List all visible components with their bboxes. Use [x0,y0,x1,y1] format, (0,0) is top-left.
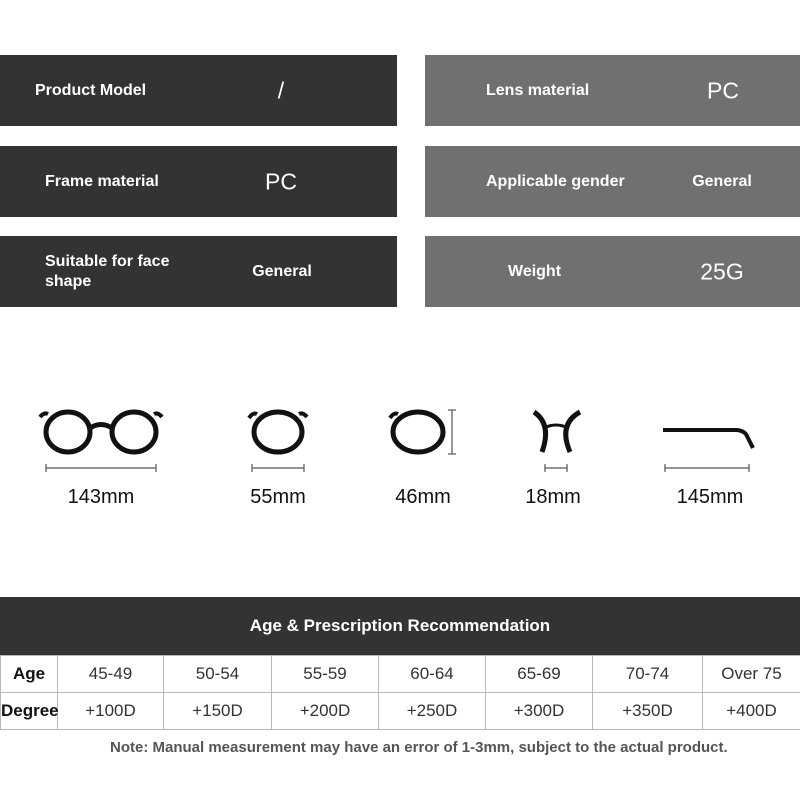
measurement-note: Note: Manual measurement may have an error of 1-3mm, subject to the actual product. [110,739,728,756]
age-cell: 45-49 [58,656,164,693]
spec-applicable-gender [425,146,800,217]
frame-width-icon [26,400,176,480]
spec-label: Weight [508,262,562,280]
spec-value: 25G [700,258,744,284]
degree-cell: +200D [272,693,379,730]
degree-cell: +250D [379,693,486,730]
spec-value: / [277,77,285,103]
spec-label: Frame material [45,172,159,190]
temple-length-icon [635,400,785,480]
spec-frame-material [0,146,397,217]
measurement-label: 18mm [525,486,581,508]
degree-header: Degree [1,693,58,730]
age-row [1,656,800,693]
spec-value: General [692,172,752,190]
age-cell: 65-69 [486,656,593,693]
age-header: Age [1,656,58,693]
recommendation-title: Age & Prescription Recommendation [0,597,800,655]
degree-cell: +400D [703,693,800,730]
degree-cell: +300D [486,693,593,730]
measure-lens-height [348,400,498,520]
spec-face-shape [0,236,397,307]
measurement-label: 55mm [250,486,306,508]
spec-label: Lens material [486,81,590,99]
measurement-label: 143mm [67,486,135,508]
bridge-width-icon [478,400,628,480]
degree-cell: +100D [58,693,164,730]
age-cell: 60-64 [379,656,486,693]
measurement-label: 145mm [676,486,744,508]
measure-bridge-width [478,400,628,520]
spec-value: PC [265,168,297,194]
spec-label: Applicable gender [486,172,625,190]
spec-label: Suitable for face shape [45,252,170,290]
measure-frame-width [26,400,176,520]
degree-row [1,693,800,730]
degree-cell: +150D [164,693,272,730]
prescription-table [0,655,800,730]
age-cell: 70-74 [593,656,703,693]
spec-lens-material [425,55,800,126]
degree-cell: +350D [593,693,703,730]
age-cell: 50-54 [164,656,272,693]
age-cell: Over 75 [703,656,800,693]
spec-product-model [0,55,397,126]
lens-width-icon [203,400,353,480]
measure-lens-width [203,400,353,520]
measure-temple-length [635,400,785,520]
lens-height-icon [348,400,498,480]
spec-value: PC [707,77,739,103]
spec-value: General [252,262,312,280]
spec-label: Product Model [35,81,147,99]
spec-weight [425,236,800,307]
measurement-label: 46mm [395,486,451,508]
age-cell: 55-59 [272,656,379,693]
